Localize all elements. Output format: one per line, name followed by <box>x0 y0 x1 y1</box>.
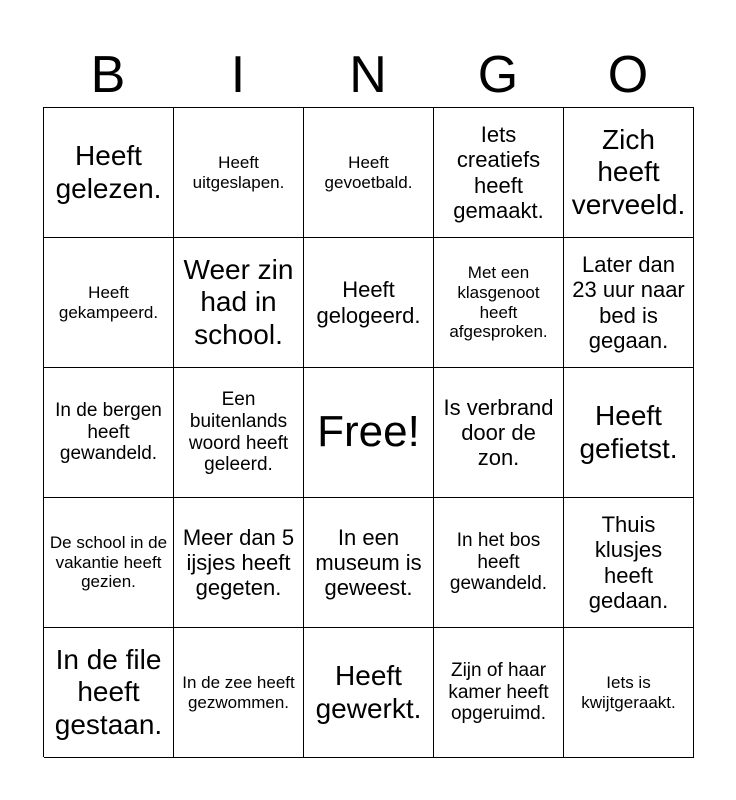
cell-text: Met een klasgenoot heeft afgesproken. <box>449 263 548 342</box>
bingo-cell-r4-c1[interactable] <box>44 498 174 628</box>
bingo-cell-r2-c5[interactable] <box>564 238 694 368</box>
cell-text: Thuis klusjes heeft gedaan. <box>588 511 669 613</box>
bingo-cell-r4-c3[interactable] <box>304 498 434 628</box>
cell-text: Heeft gevoetbald. <box>324 152 413 192</box>
bingo-cell-r3-c4[interactable] <box>434 368 564 498</box>
bingo-cell-r1-c4[interactable] <box>434 108 564 238</box>
bingo-cell-r2-c1[interactable] <box>44 238 174 368</box>
cell-text: Meer dan 5 ijsjes heeft gegeten. <box>182 524 295 601</box>
bingo-cell-r1-c3[interactable] <box>304 108 434 238</box>
bingo-cell-r5-c2[interactable] <box>174 628 304 758</box>
cell-text: Is verbrand door de zon. <box>443 394 554 471</box>
cell-text: Zijn of haar kamer heeft opgeruimd. <box>448 659 549 725</box>
header-letter-g: G <box>477 46 519 104</box>
cell-text: Heeft gekampeerd. <box>58 282 159 322</box>
cell-text: Zich heeft verveeld. <box>571 124 686 220</box>
free-space-text: Free! <box>317 407 420 457</box>
bingo-cell-r4-c4[interactable] <box>434 498 564 628</box>
bingo-cell-r1-c1[interactable] <box>44 108 174 238</box>
bingo-cell-r4-c2[interactable] <box>174 498 304 628</box>
cell-text: Heeft gelezen. <box>55 140 162 204</box>
cell-text: Heeft uitgeslapen. <box>192 152 285 192</box>
cell-text: Heeft gewerkt. <box>315 660 422 724</box>
cell-text: De school in de vakantie heeft gezien. <box>49 533 168 592</box>
cell-text: Weer zin had in school. <box>183 254 294 350</box>
cell-text: Later dan 23 uur naar bed is gegaan. <box>572 251 685 353</box>
bingo-cell-r4-c5[interactable] <box>564 498 694 628</box>
cell-text: In de file heeft gestaan. <box>54 644 163 740</box>
bingo-cell-r3-c1[interactable] <box>44 368 174 498</box>
bingo-cell-r5-c4[interactable] <box>434 628 564 758</box>
cell-text: Heeft gefietst. <box>579 400 678 464</box>
bingo-cell-r3-c2[interactable] <box>174 368 304 498</box>
cell-text: Iets is kwijtgeraakt. <box>581 672 676 712</box>
bingo-cell-r2-c2[interactable] <box>174 238 304 368</box>
cell-text: In de bergen heeft gewandeld. <box>55 399 162 465</box>
header-letter-n: N <box>349 46 387 104</box>
header-letter-b: B <box>90 46 126 104</box>
bingo-header <box>43 42 693 108</box>
cell-text: In het bos heeft gewandeld. <box>449 529 548 595</box>
cell-text: In de zee heeft gezwommen. <box>182 672 295 712</box>
bingo-cell-r5-c1[interactable] <box>44 628 174 758</box>
bingo-cell-free[interactable] <box>304 368 434 498</box>
bingo-cell-r2-c3[interactable] <box>304 238 434 368</box>
header-letter-o: O <box>607 46 649 104</box>
cell-text: Iets creatiefs heeft gemaakt. <box>453 121 544 223</box>
bingo-board <box>43 107 694 757</box>
bingo-cell-r2-c4[interactable] <box>434 238 564 368</box>
cell-text: In een museum is geweest. <box>315 524 422 601</box>
bingo-cell-r3-c5[interactable] <box>564 368 694 498</box>
bingo-cell-r1-c2[interactable] <box>174 108 304 238</box>
header-letter-i: I <box>230 46 246 104</box>
cell-text: Een buitenlands woord heeft geleerd. <box>188 388 289 476</box>
cell-text: Heeft gelogeerd. <box>316 277 421 328</box>
bingo-cell-r5-c3[interactable] <box>304 628 434 758</box>
bingo-cell-r5-c5[interactable] <box>564 628 694 758</box>
bingo-cell-r1-c5[interactable] <box>564 108 694 238</box>
